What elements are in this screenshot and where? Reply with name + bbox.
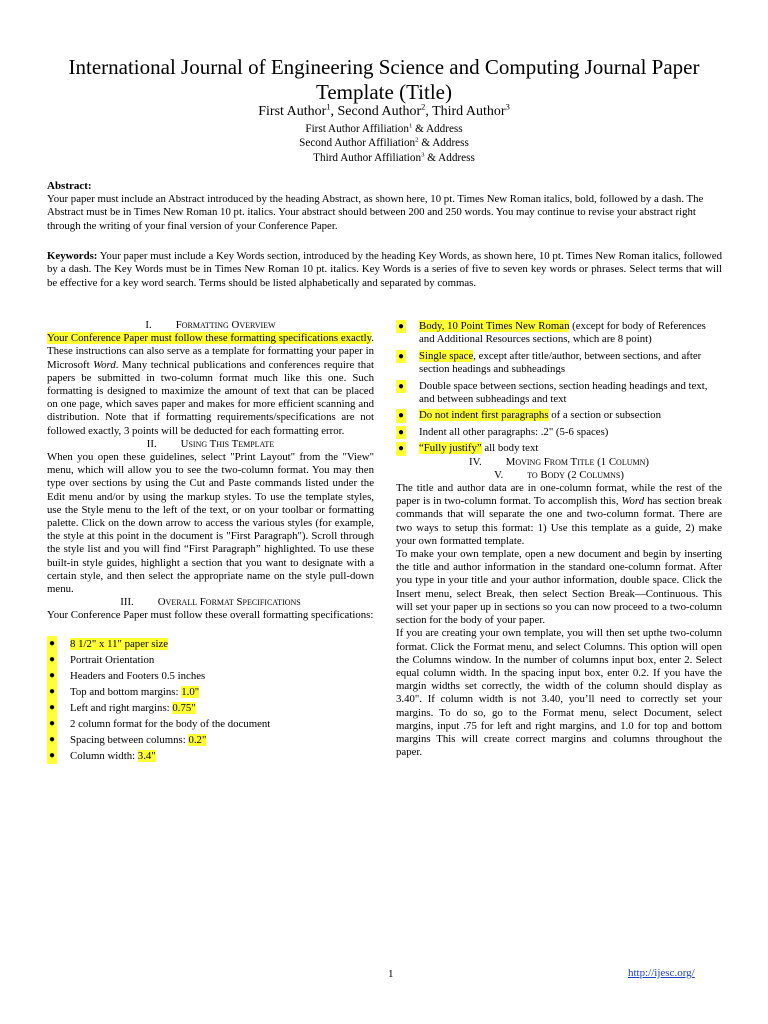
list-item: ● Double space between sections, section heading headings and text, and between subheadings and text — [398, 379, 708, 406]
section-title: Using This Template — [180, 437, 275, 450]
section-heading-5 — [396, 469, 722, 482]
keywords-text: Your paper must include a Key Words section, introduced by the heading Key Words, as shown here, 10 pt. Times New Roman italics, followed by a dash. The Key Words must be in Times New Roman 10 pt. italics. Key Words is a series of five to seven key words or phrases. Select terms that will be effective for a key word search. Terms should be listed alphabetically and separated by commas. — [47, 250, 722, 289]
affiliation-sup: 2 — [415, 136, 419, 144]
affiliation-1 — [40, 122, 728, 136]
highlighted-text: Your Conference Paper must follow these formatting specifications exactly — [47, 332, 372, 345]
body-text: . These instructions can also serve as a template for formatting your paper in Microsoft — [47, 332, 374, 371]
author-1: First Author — [258, 104, 327, 119]
section-title: Overall Format Specifications — [157, 596, 301, 609]
bullet-icon: ● — [398, 380, 405, 392]
section-heading-3 — [47, 596, 374, 609]
bullet-icon: ● — [398, 410, 405, 422]
list-item: ● 8 1/2" x 11" paper size — [49, 637, 169, 650]
paper-title: International Journal of Engineering Science and Computing Journal Paper Template (Title) — [68, 55, 700, 104]
affiliation-sup: 1 — [408, 122, 413, 130]
section-number: I. — [145, 319, 152, 331]
body-text: . Many technical publications and conferences require that papers be submitted in two-column format much like this one. Such formatting is designed to maximize the amount of text that can be placed on one page, which saves paper and makes for more efficient scanning and distribution. Note that if formatting requirements/specifications are not followed exactly, 3 points will be deducted for each formatting error. — [47, 358, 374, 437]
list-item: ● Headers and Footers 0.5 inches — [49, 669, 206, 682]
author-3-sup: 3 — [505, 102, 510, 112]
list-item: ● Body, 10 Point Times New Roman (except for body of References and Additional Resources sections, which are 8 point) — [398, 320, 706, 346]
section-heading-4 — [396, 456, 722, 469]
bullet-icon: ● — [47, 700, 57, 716]
author-2-sup: 2 — [421, 102, 426, 112]
right-column — [396, 320, 722, 759]
list-item: ● Left and right margins: 0.75" — [49, 701, 196, 714]
author-sep: , — [330, 104, 338, 119]
section-2-text: When you open these guidelines, select "Print Layout" from the "View" menu, which will allow you to see the two-column format. You may then type over sections by using the Cut and Paste commands listed under the Edit menu and/or by using the markup styles. To use the template styles, use the Style menu to the left of the text, or on your toolbar or formatting palette. Click on the down arrow to access the various styles (for example, the style at this point in the document is "First Paragraph"). Scroll through the style list and you will find “First Paragraph” highlighted. To use these built-in style guides, highlight a section that you want to designate with a certain style, and then select the appropriate name on the style pull-down menu. — [47, 451, 374, 596]
format-spec-list — [47, 636, 374, 764]
section-heading-1 — [47, 319, 374, 332]
bullet-icon: ● — [398, 443, 405, 455]
bullet-icon: ● — [47, 748, 57, 764]
section-number: II. — [146, 437, 157, 450]
abstract-text: Your paper must include an Abstract introduced by the heading Abstract, as shown here, 10 pt. Times New Roman italics, bold, followed by a dash. The Abstract must be in Times New Roman 10 pt. italics. Your abstract should between 200 and 250 words. You may continue to revise your abstract right through the writing of your final version of your Conference Paper. — [47, 193, 704, 232]
page-number: 1 — [388, 968, 394, 980]
affiliation-2 — [40, 136, 728, 150]
section-3-text: Your Conference Paper must follow these overall formatting specifications: — [47, 609, 374, 622]
body-format-list — [396, 320, 722, 456]
section-title: Moving From Title (1 Column) — [505, 455, 649, 468]
keywords-paragraph — [47, 250, 722, 290]
affiliation-sup: 3 — [421, 151, 425, 159]
bullet-icon: ● — [47, 716, 57, 732]
word-italic: Word — [93, 358, 116, 371]
list-item: ● Portrait Orientation — [49, 653, 155, 666]
author-3: Third Author — [432, 104, 506, 119]
section-number: IV. — [469, 455, 482, 468]
affiliation-rest: & Address — [418, 137, 469, 149]
section-1-text — [47, 332, 374, 438]
list-item: ● 2 column format for the body of the document — [49, 717, 271, 730]
bullet-icon: ● — [47, 652, 57, 668]
list-item: ● Single space, except after title/author, between sections, and after section headings and subheadings — [398, 349, 702, 376]
keywords-heading: Keywords: — [47, 250, 98, 262]
author-line — [40, 104, 728, 120]
list-item: ● Do not indent first paragraphs of a section or subsection — [398, 409, 661, 422]
abstract-heading: Abstract: — [47, 180, 92, 192]
affiliation-3 — [40, 151, 728, 165]
section-title: to Body (2 Columns) — [527, 468, 624, 481]
bullet-icon: ● — [47, 732, 57, 748]
section-number: V. — [494, 468, 504, 481]
bullet-icon: ● — [47, 684, 57, 700]
author-sep: , — [425, 104, 433, 119]
list-item: ● Top and bottom margins: 1.0" — [49, 685, 200, 698]
author-1-sup: 1 — [326, 102, 331, 112]
list-item: ● Spacing between columns: 0.2" — [49, 733, 207, 746]
word-italic: Word — [621, 495, 645, 508]
left-column — [47, 319, 374, 764]
bullet-icon: ● — [398, 350, 405, 362]
list-item: ● “Fully justify” all body text — [398, 442, 539, 455]
author-2: Second Author — [337, 104, 422, 119]
affiliation-name: Second Author Affiliation — [299, 137, 416, 149]
journal-url-link[interactable]: http://ijesc.org/ — [628, 967, 695, 979]
affiliation-name: First Author Affiliation — [305, 123, 409, 135]
bullet-icon: ● — [398, 426, 405, 438]
bullet-icon: ● — [398, 321, 405, 332]
section-5-para-2: To make your own template, open a new document and begin by inserting the title and author information in the standard one-column format. After you type in your title and your author information, double space. Click the Insert menu, select Break, then select Section Break—Continuous. This will set your paper up in sections so you can now proceed to a two-column section for the body of your paper. — [396, 548, 722, 627]
section-heading-2 — [47, 438, 374, 451]
affiliation-rest: & Address — [424, 152, 475, 164]
section-title: Formatting Overview — [175, 319, 276, 331]
bullet-icon: ● — [47, 636, 57, 652]
bullet-icon: ● — [47, 668, 57, 684]
list-item: ● Indent all other paragraphs: .2" (5-6 spaces) — [398, 425, 609, 438]
section-number: III. — [120, 596, 134, 609]
list-item: ● Column width: 3.4" — [49, 749, 156, 762]
section-5-para-1: The title and author data are in one-column format, while the rest of the paper is in two-column format. To accomplish this, Word has section break commands that will separate the one and two-column format. There are two ways to setup this format: 1) Use this template as a guide, 2) make your own formatted template. — [396, 482, 722, 547]
affiliation-rest: & Address — [412, 123, 463, 135]
affiliation-name: Third Author Affiliation — [313, 152, 422, 164]
section-5-para-3: If you are creating your own template, you will then set upthe two-column format. Click the Format menu, and select Columns. This option will open the Columns window. In the number of columns input box, enter 2. Select equal column width. In the spacing input box, enter 0.2. If you have the margin widths set correctly, the width of the column should display as 3.40". If column width is not 3.40, you’ll need to correctly set your margins. To do so, go to the Format menu, select Document, select margins, input .75 for left and right margins, and 1.0 for top and bottom margins This will create correct margins and columns throughout the paper. — [396, 627, 722, 759]
